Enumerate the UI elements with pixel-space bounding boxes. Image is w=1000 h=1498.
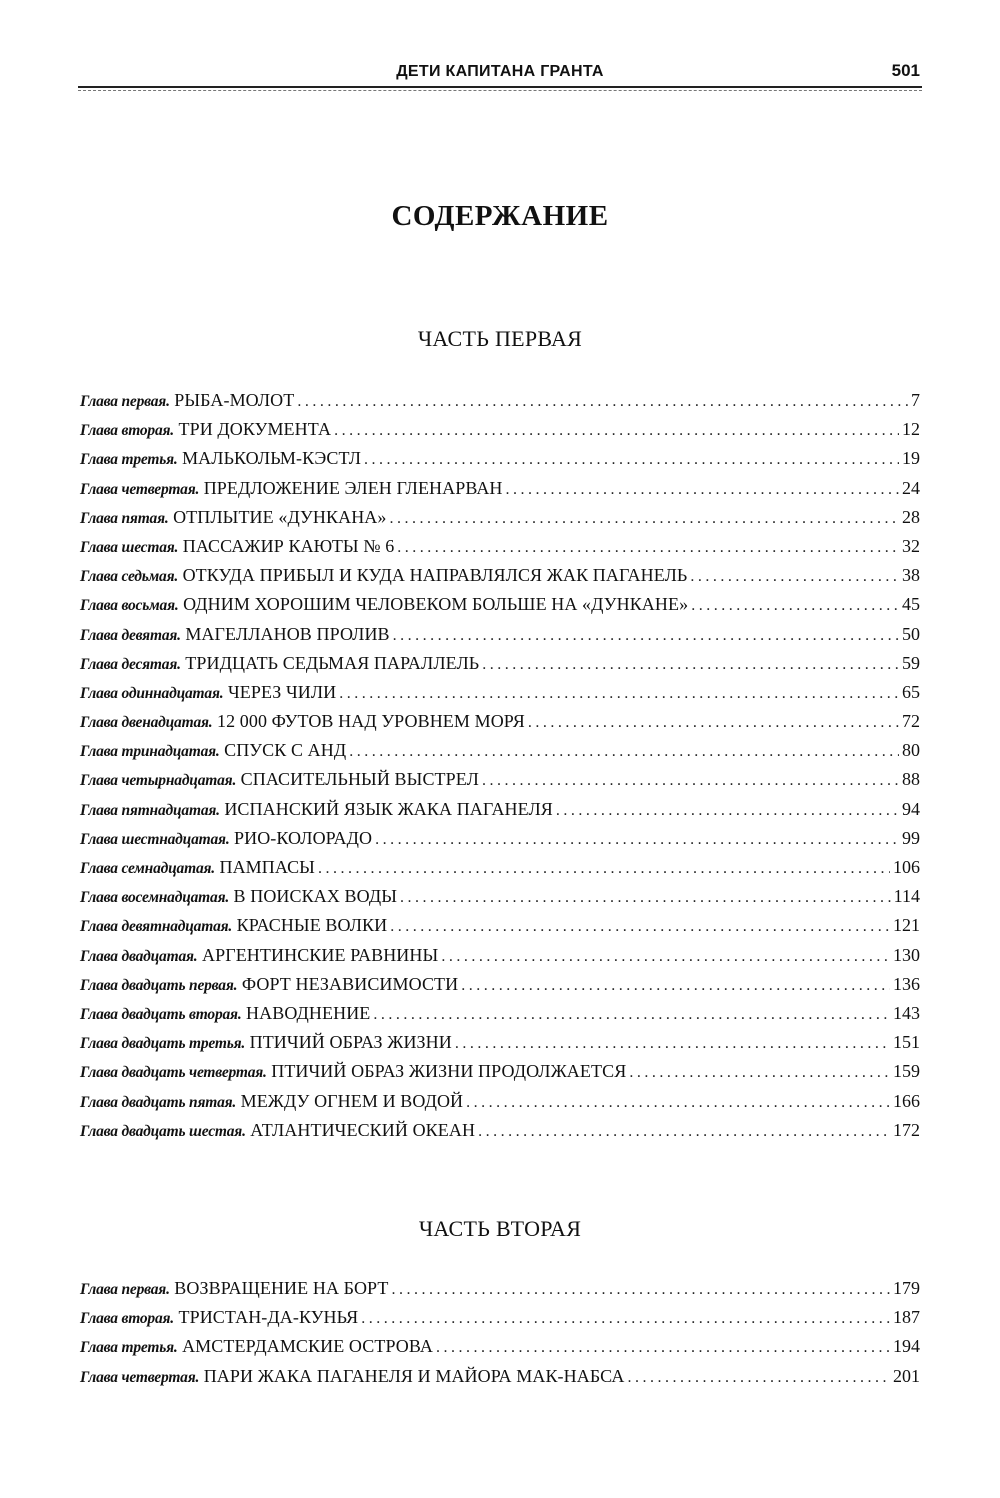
chapter-label: Глава шестнадцатая. (80, 830, 230, 848)
chapter-page-number: 45 (902, 594, 920, 615)
dot-leader (373, 1006, 890, 1024)
dot-leader (528, 714, 899, 732)
chapter-page-number: 172 (893, 1119, 920, 1140)
dot-leader (400, 889, 891, 907)
chapter-title: ОТПЛЫТИЕ «ДУНКАНА» (173, 506, 387, 527)
chapter-label: Глава двадцатая. (80, 947, 198, 965)
header-rule-secondary (78, 90, 922, 91)
dot-leader (466, 1094, 890, 1112)
toc-entry (80, 478, 920, 507)
chapter-page-number: 32 (902, 535, 920, 556)
chapter-label: Глава третья. (80, 1339, 178, 1357)
chapter-label: Глава двенадцатая. (80, 714, 213, 732)
chapter-page-number: 99 (902, 827, 920, 848)
chapter-page-number: 94 (902, 798, 920, 819)
toc-entry (80, 1366, 920, 1395)
toc-entry (80, 448, 920, 477)
chapter-label: Глава двадцать вторая. (80, 1005, 242, 1023)
chapter-label: Глава восьмая. (80, 597, 179, 615)
chapter-page-number: 114 (893, 886, 920, 907)
toc-entry (80, 1307, 920, 1336)
chapter-label: Глава третья. (80, 451, 178, 469)
chapter-title: АТЛАНТИЧЕСКИЙ ОКЕАН (250, 1119, 476, 1140)
chapter-title: ПАССАЖИР КАЮТЫ № 6 (182, 535, 395, 556)
chapter-page-number: 80 (902, 740, 920, 761)
chapter-label: Глава вторая. (80, 422, 174, 440)
chapter-label: Глава шестая. (80, 538, 179, 556)
chapter-title: ПАРИ ЖАКА ПАГАНЕЛЯ И МАЙОРА МАК-НАБСА (203, 1365, 625, 1386)
chapter-page-number: 106 (893, 857, 920, 877)
dot-leader (349, 743, 899, 761)
dot-leader (375, 831, 899, 849)
running-title: ДЕТИ КАПИТАНА ГРАНТА (396, 63, 604, 80)
toc-entry (80, 594, 920, 623)
dot-leader (478, 1123, 890, 1141)
chapter-page-number: 179 (893, 1278, 920, 1298)
chapter-label: Глава тринадцатая. (80, 743, 220, 761)
header-rule (78, 86, 922, 88)
chapter-title: ЧЕРЕЗ ЧИЛИ (227, 681, 337, 702)
toc-entry (80, 1032, 920, 1061)
toc-entry (80, 857, 920, 886)
chapter-title: НАВОДНЕНИЕ (246, 1002, 371, 1023)
dot-leader (339, 685, 899, 703)
chapter-title: В ПОИСКАХ ВОДЫ (233, 886, 398, 907)
chapter-label: Глава девятнадцатая. (80, 918, 233, 936)
chapter-title: ИСПАНСКИЙ ЯЗЫК ЖАКА ПАГАНЕЛЯ (224, 798, 553, 819)
toc-entry (80, 1003, 920, 1032)
chapter-title: ОДНИМ ХОРОШИМ ЧЕЛОВЕКОМ БОЛЬШЕ НА «ДУНКАНЕ» (183, 594, 689, 615)
chapter-page-number: 194 (893, 1336, 920, 1357)
chapter-title: МАГЕЛЛАНОВ ПРОЛИВ (185, 623, 390, 644)
chapter-page-number: 19 (902, 448, 920, 469)
chapter-title: АМСТЕРДАМСКИЕ ОСТРОВА (182, 1336, 433, 1357)
dot-leader (506, 481, 899, 499)
chapter-title: АРГЕНТИНСКИЕ РАВНИНЫ (201, 944, 439, 965)
dot-leader (297, 393, 908, 411)
dot-leader (461, 977, 890, 995)
toc-entry (80, 536, 920, 565)
chapter-page-number: 28 (902, 506, 920, 527)
toc-entry (80, 740, 920, 769)
part-heading: ЧАСТЬ ВТОРАЯ (418, 1216, 582, 1241)
chapter-page-number: 38 (902, 565, 920, 586)
chapter-page-number: 65 (902, 681, 920, 702)
chapter-title: ПАМПАСЫ (219, 857, 315, 877)
toc-entry (80, 419, 920, 448)
chapter-page-number: 136 (893, 973, 920, 994)
dot-leader (334, 422, 899, 440)
chapter-page-number: 201 (893, 1365, 920, 1386)
chapter-page-number: 72 (902, 711, 920, 732)
part-heading: ЧАСТЬ ПЕРВАЯ (417, 326, 583, 351)
chapter-page-number: 159 (893, 1061, 920, 1082)
chapter-page-number: 24 (902, 477, 920, 498)
chapter-label: Глава четвертая. (80, 1368, 200, 1386)
chapter-title: ПТИЧИЙ ОБРАЗ ЖИЗНИ ПРОДОЛЖАЕТСЯ (271, 1061, 627, 1082)
chapter-label: Глава двадцать первая. (80, 976, 238, 994)
toc-entry (80, 886, 920, 915)
chapter-label: Глава седьмая. (80, 568, 179, 586)
toc-entry (80, 945, 920, 974)
toc-entry (80, 1091, 920, 1120)
chapter-title: ТРИДЦАТЬ СЕДЬМАЯ ПАРАЛЛЕЛЬ (185, 652, 480, 673)
chapter-page-number: 50 (902, 623, 920, 644)
chapter-title: РИО-КОЛОРАДО (234, 827, 373, 848)
chapter-label: Глава семнадцатая. (80, 860, 215, 877)
toc-entry (80, 1336, 920, 1365)
chapter-label: Глава двадцать шестая. (80, 1122, 246, 1140)
toc-entry (80, 1061, 920, 1090)
chapter-page-number: 88 (902, 769, 920, 790)
chapter-title: МЕЖДУ ОГНЕМ И ВОДОЙ (240, 1090, 464, 1111)
chapter-label: Глава двадцать третья. (80, 1035, 246, 1053)
chapter-label: Глава первая. (80, 393, 170, 410)
dot-leader (482, 772, 899, 790)
dot-leader (364, 451, 899, 469)
dot-leader (436, 1339, 890, 1357)
chapter-label: Глава пятая. (80, 509, 169, 527)
dot-leader (690, 568, 899, 586)
chapter-label: Глава четвертая. (80, 480, 200, 498)
chapter-page-number: 166 (893, 1090, 920, 1111)
dot-leader (391, 1281, 890, 1299)
dot-leader (397, 539, 899, 557)
chapter-label: Глава первая. (80, 1281, 170, 1298)
dot-leader (556, 802, 899, 820)
toc-entry (80, 915, 920, 944)
toc-entry (80, 507, 920, 536)
chapter-title: КРАСНЫЕ ВОЛКИ (236, 915, 388, 936)
toc-entry (80, 828, 920, 857)
page-number: 501 (891, 61, 920, 80)
dot-leader (691, 597, 899, 615)
chapter-label: Глава вторая. (80, 1310, 174, 1328)
chapter-page-number: 151 (893, 1032, 920, 1053)
chapter-label: Глава восемнадцатая. (80, 889, 230, 907)
toc-list-part-one (80, 390, 920, 1149)
chapter-page-number: 12 (902, 419, 920, 440)
chapter-title: ВОЗВРАЩЕНИЕ НА БОРТ (174, 1278, 389, 1298)
page-title: СОДЕРЖАНИЕ (391, 200, 609, 232)
dot-leader (393, 627, 899, 645)
chapter-label: Глава десятая. (80, 655, 181, 673)
chapter-title: ПТИЧИЙ ОБРАЗ ЖИЗНИ (249, 1032, 452, 1053)
chapter-label: Глава четырнадцатая. (80, 772, 237, 790)
toc-entry (80, 390, 920, 419)
chapter-page-number: 59 (902, 652, 920, 673)
chapter-title: МАЛЬКОЛЬМ-КЭСТЛ (182, 448, 362, 469)
chapter-title: ФОРТ НЕЗАВИСИМОСТИ (241, 973, 459, 994)
dot-leader (318, 860, 890, 878)
running-head (78, 60, 922, 84)
chapter-page-number: 187 (893, 1307, 920, 1328)
toc-entry (80, 565, 920, 594)
toc-entry (80, 682, 920, 711)
dot-leader (482, 656, 899, 674)
chapter-page-number: 121 (893, 915, 920, 936)
dot-leader (629, 1064, 890, 1082)
dot-leader (390, 918, 890, 936)
toc-entry (80, 624, 920, 653)
toc-entry (80, 799, 920, 828)
chapter-title: ОТКУДА ПРИБЫЛ И КУДА НАПРАВЛЯЛСЯ ЖАК ПАГАНЕЛЬ (182, 565, 688, 586)
chapter-page-number: 7 (911, 390, 920, 410)
chapter-page-number: 143 (893, 1002, 920, 1023)
chapter-label: Глава девятая. (80, 626, 181, 644)
toc-entry (80, 653, 920, 682)
chapter-title: СПУСК С АНД (224, 740, 347, 761)
chapter-title: ПРЕДЛОЖЕНИЕ ЭЛЕН ГЛЕНАРВАН (203, 477, 503, 498)
chapter-label: Глава одиннадцатая. (80, 684, 224, 702)
toc-entry (80, 769, 920, 798)
chapter-label: Глава двадцать четвертая. (80, 1064, 267, 1082)
dot-leader (627, 1369, 890, 1387)
chapter-title: РЫБА-МОЛОТ (174, 390, 295, 410)
toc-entry (80, 1278, 920, 1307)
toc-list-part-two (80, 1278, 920, 1395)
toc-entry (80, 1120, 920, 1149)
chapter-page-number: 130 (893, 944, 920, 965)
dot-leader (441, 948, 890, 966)
dot-leader (361, 1310, 890, 1328)
dot-leader (455, 1035, 890, 1053)
toc-entry (80, 711, 920, 740)
chapter-title: СПАСИТЕЛЬНЫЙ ВЫСТРЕЛ (240, 769, 479, 790)
chapter-title: 12 000 ФУТОВ НАД УРОВНЕМ МОРЯ (216, 711, 525, 732)
chapter-label: Глава пятнадцатая. (80, 801, 220, 819)
toc-entry (80, 974, 920, 1003)
dot-leader (390, 510, 900, 528)
chapter-title: ТРИСТАН-ДА-КУНЬЯ (178, 1307, 359, 1328)
chapter-label: Глава двадцать пятая. (80, 1093, 237, 1111)
chapter-title: ТРИ ДОКУМЕНТА (178, 419, 332, 440)
